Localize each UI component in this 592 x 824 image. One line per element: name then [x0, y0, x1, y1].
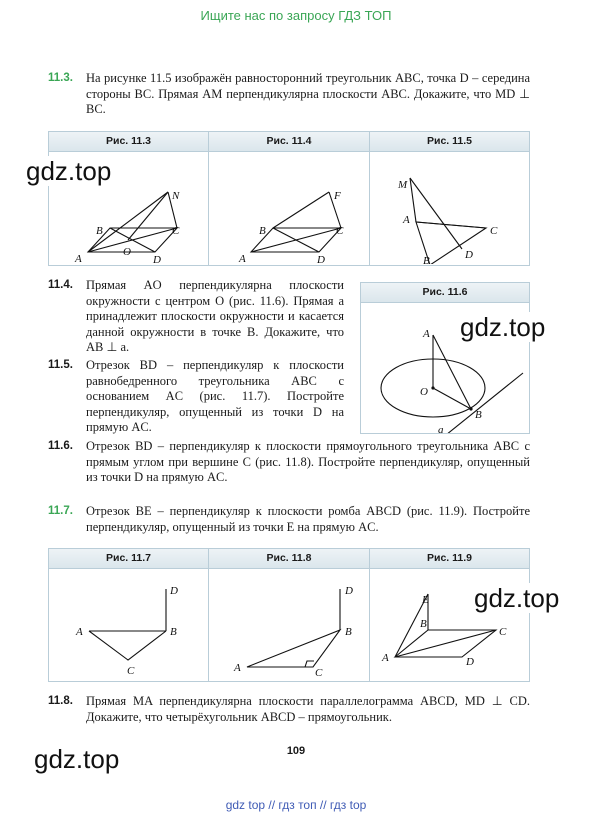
figure-11-4: [209, 132, 370, 265]
label-D: D: [345, 585, 353, 597]
label-F: F: [334, 190, 341, 202]
watermark: gdz.top: [30, 744, 123, 774]
problem-number: 11.8.: [48, 695, 73, 707]
problem-text: Отрезок BD – перпендикуляр к плоскости равнобедренного треугольника ABC с основанием AC (рис. 11.7). Постройте перпендикуляр, опущенный из точки D на прямую AC.: [86, 358, 344, 434]
label-M: M: [398, 179, 408, 191]
figure-11-8-drawing: [209, 569, 369, 681]
label-E: E: [422, 594, 429, 606]
label-B: B: [475, 409, 482, 421]
problem-11-6: [48, 439, 530, 486]
header-banner: Ищите нас по запросу ГДЗ ТОП: [200, 8, 392, 23]
figure-11-4-drawing: [209, 152, 369, 264]
label-A: A: [239, 253, 246, 264]
label-D: D: [153, 254, 161, 264]
label-C: C: [499, 626, 507, 638]
label-O: O: [420, 386, 428, 398]
figure-caption: Рис. 11.8: [209, 549, 369, 569]
label-A: A: [403, 214, 410, 226]
problem-11-3: [48, 71, 530, 118]
problem-text: На рисунке 11.5 изображён равносторонний треугольник ABC, точка D – середина стороны BC. Прямая AM перпендикулярна плоскости ABC. Докажите, что MD ⊥ BC.: [86, 71, 530, 116]
label-A: A: [76, 626, 83, 638]
label-C: C: [336, 225, 344, 237]
figure-11-7-drawing: [49, 569, 208, 681]
figure-caption: Рис. 11.3: [49, 132, 208, 152]
figure-caption: Рис. 11.6: [361, 283, 529, 303]
label-A: A: [382, 652, 389, 664]
figure-11-9: [370, 549, 529, 681]
problem-11-7: [48, 504, 530, 535]
label-B: B: [423, 255, 430, 264]
label-D: D: [170, 585, 178, 597]
problem-11-5: [48, 358, 344, 436]
problem-number: 11.4.: [48, 279, 73, 291]
label-B: B: [259, 225, 266, 237]
watermark: gdz.top: [456, 312, 549, 342]
label-D: D: [466, 656, 474, 668]
label-A: A: [75, 253, 82, 264]
label-C: C: [490, 225, 498, 237]
problem-number: 11.6.: [48, 440, 73, 452]
label-B: B: [420, 618, 427, 630]
figure-11-3: [49, 132, 209, 265]
label-B: B: [345, 626, 352, 638]
problem-number: 11.3.: [48, 72, 73, 84]
label-O: O: [123, 246, 131, 258]
problem-number: 11.5.: [48, 359, 73, 371]
label-B: B: [170, 626, 177, 638]
problem-text: Прямая AO перпендикулярна плоскости окружности с центром O (рис. 11.6). Прямая a принадлежит плоскости окружности и касается данной окружности в точке B. Докажите, что AB ⊥ a.: [86, 278, 344, 354]
label-C: C: [315, 667, 323, 679]
figure-11-5: [370, 132, 529, 265]
label-B: B: [96, 225, 103, 237]
figure-11-5-drawing: [370, 152, 529, 264]
label-N: N: [172, 190, 180, 202]
watermark: gdz.top: [22, 156, 115, 186]
problem-11-4: [48, 278, 344, 356]
label-A: A: [423, 328, 430, 340]
watermark: gdz.top: [470, 583, 563, 613]
figure-caption: Рис. 11.7: [49, 549, 208, 569]
figure-row-1: [48, 131, 530, 266]
figure-caption: Рис. 11.9: [370, 549, 529, 569]
label-D: D: [465, 249, 473, 261]
problem-number: 11.7.: [48, 505, 73, 517]
figure-11-7: [49, 549, 209, 681]
figure-row-2: [48, 548, 530, 682]
problem-11-8: [48, 694, 530, 725]
problem-text: Отрезок BE – перпендикуляр к плоскости ромба ABCD (рис. 11.9). Постройте перпендикуляр, опущенный из точки E на прямую AC.: [86, 504, 530, 534]
label-D: D: [317, 254, 325, 264]
figure-caption: Рис. 11.5: [370, 132, 529, 152]
footer-banner: gdz top // гдз топ // гдз top: [225, 798, 367, 812]
page-number: 109: [286, 745, 306, 757]
label-C: C: [127, 665, 135, 677]
label-A: A: [234, 662, 241, 674]
label-a: a: [438, 424, 444, 433]
label-C: C: [172, 225, 180, 237]
problem-text: Прямая MA перпендикулярна плоскости параллелограмма ABCD, MD ⊥ CD. Докажите, что четырёхугольник ABCD – прямоугольник.: [86, 694, 530, 724]
problem-text: Отрезок BD – перпендикуляр к плоскости прямоугольного треугольника ABC с прямым углом при вершине C (рис. 11.8). Постройте перпендикуляр, опущенный из точки D на прямую AC.: [86, 439, 530, 484]
figure-11-6: [360, 282, 530, 434]
figure-caption: Рис. 11.4: [209, 132, 369, 152]
figure-11-8: [209, 549, 370, 681]
